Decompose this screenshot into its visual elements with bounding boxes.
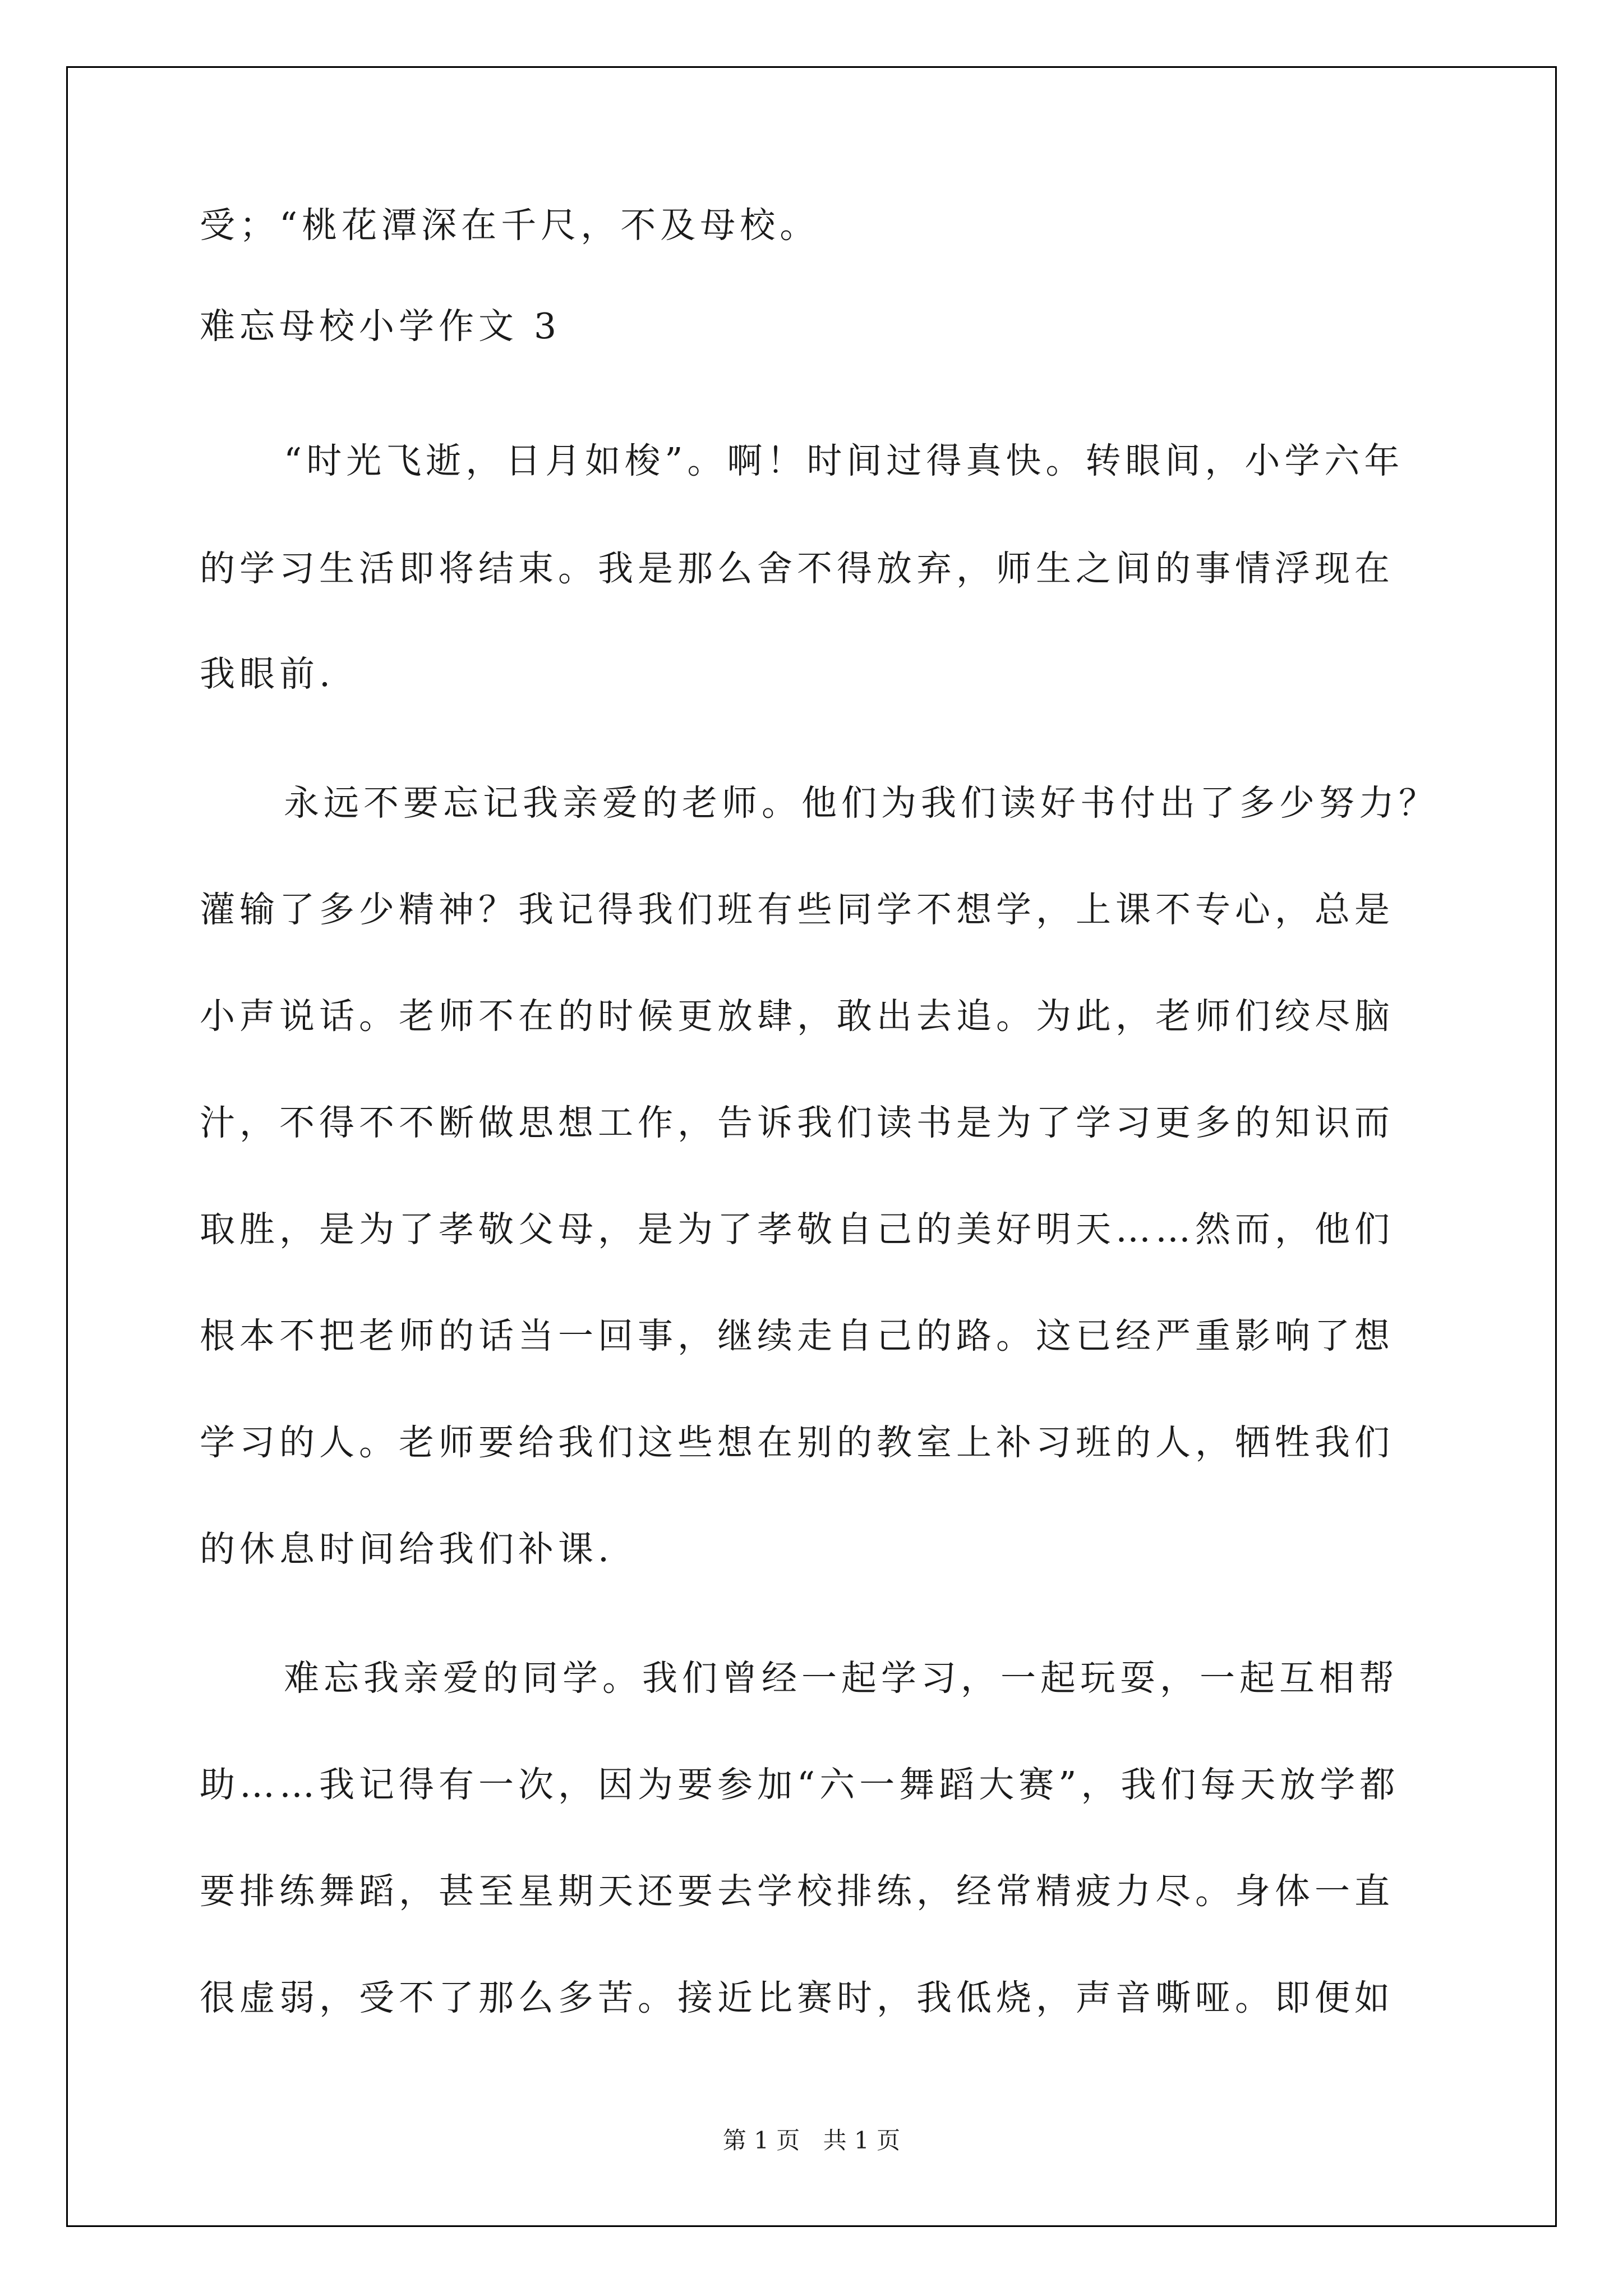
section-heading: 难忘母校小学作文 3 [200, 306, 561, 347]
text-line: 学习的人。老师要给我们这些想在别的教室上补习班的人，牺牲我们 [200, 1422, 1394, 1463]
text-line: 助……我记得有一次，因为要参加“六一舞蹈大赛”，我们每天放学都 [200, 1764, 1400, 1805]
text-line: 取胜，是为了孝敬父母，是为了孝敬自己的美好明天……然而，他们 [200, 1209, 1394, 1250]
total-pages: 共 1 页 [823, 2127, 901, 2154]
text-line: 小声说话。老师不在的时候更放肆，敢出去追。为此，老师们绞尽脑 [200, 996, 1394, 1037]
page-footer [0, 2129, 1623, 2152]
text-line: 根本不把老师的话当一回事，继续走自己的路。这已经严重影响了想 [200, 1315, 1394, 1356]
text-line: 很虚弱，受不了那么多苦。接近比赛时，我低烧，声音嘶哑。即便如 [200, 1977, 1394, 2018]
text-line: 灌输了多少精神？我记得我们班有些同学不想学，上课不专心，总是 [200, 889, 1394, 930]
text-line: 永远不要忘记我亲爱的老师。他们为我们读好书付出了多少努力？ [284, 783, 1438, 823]
page-number: 第 1 页 [722, 2127, 800, 2154]
text-line: 的学习生活即将结束。我是那么舍不得放弃，师生之间的事情浮现在 [200, 548, 1394, 589]
text-line: 受；“桃花潭深在千尺，不及母校。 [200, 205, 820, 246]
text-line: 我眼前. [200, 654, 335, 694]
text-line: 汁，不得不不断做思想工作，告诉我们读书是为了学习更多的知识而 [200, 1102, 1394, 1143]
text-line: 要排练舞蹈，甚至星期天还要去学校排练，经常精疲力尽。身体一直 [200, 1871, 1394, 1912]
text-line: 的休息时间给我们补课. [200, 1529, 614, 1570]
text-line: “时光飞逝，日月如梭”。啊！时间过得真快。转眼间，小学六年 [284, 440, 1404, 481]
text-line: 难忘我亲爱的同学。我们曾经一起学习，一起玩耍，一起互相帮 [284, 1658, 1399, 1699]
